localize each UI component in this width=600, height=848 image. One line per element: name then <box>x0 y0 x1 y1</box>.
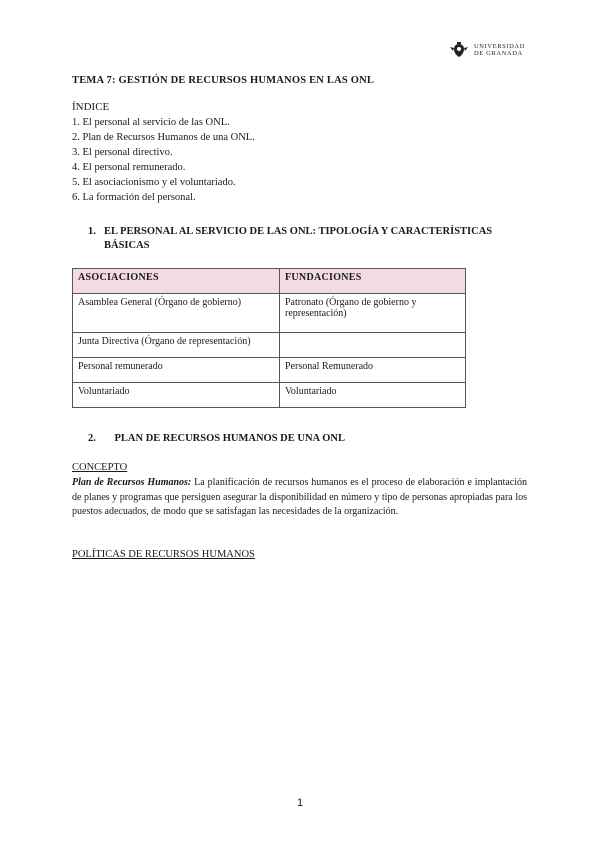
index-item: 2. Plan de Recursos Humanos de una ONL. <box>72 132 255 143</box>
index-heading: ÍNDICE <box>72 101 110 113</box>
section-1-title: EL PERSONAL AL SERVICIO DE LAS ONL: TIPOLOGÍA Y CARACTERÍSTICAS BÁSICAS <box>104 226 493 251</box>
section-2-number: 2. <box>88 433 96 444</box>
table-cell: Personal remunerado <box>73 358 280 383</box>
table-cell <box>280 333 466 358</box>
index-item: 6. La formación del personal. <box>72 192 196 203</box>
section-2-title: PLAN DE RECURSOS HUMANOS DE UNA ONL <box>114 433 345 444</box>
index-item: 1. El personal al servicio de las ONL. <box>72 117 230 128</box>
table-header-row <box>73 269 466 294</box>
concept-definition: La planificación de recursos humanos es el proceso de elaboración e implantación de planes y programas que persiguen asegurar la disponibilidad en número y tipo de personas apropiadas para los puestos adecuados, de modo que se satisfagan las necesidades de la organización. <box>72 477 527 517</box>
concept-term: Plan de Recursos Humanos: <box>72 477 192 488</box>
table-cell: Asamblea General (Órgano de gobierno) <box>73 294 280 333</box>
table-cell: Junta Directiva (Órgano de representación) <box>73 333 280 358</box>
section-1-heading <box>88 225 528 253</box>
table-cell: Voluntariado <box>73 383 280 408</box>
table-row <box>73 333 466 358</box>
index-item: 4. El personal remunerado. <box>72 162 186 173</box>
header-asociaciones: ASOCIACIONES <box>73 269 280 294</box>
table-cell: Voluntariado <box>280 383 466 408</box>
index-item: 3. El personal directivo. <box>72 147 173 158</box>
section-2-heading <box>88 433 345 444</box>
index-list <box>72 115 255 205</box>
university-logo <box>448 42 525 58</box>
header-fundaciones: FUNDACIONES <box>280 269 466 294</box>
table-row <box>73 383 466 408</box>
concept-paragraph <box>72 476 527 520</box>
logo-line-1: UNIVERSIDAD <box>474 43 526 50</box>
index-item: 5. El asociacionismo y el voluntariado. <box>72 177 236 188</box>
concept-heading: CONCEPTO <box>72 462 128 473</box>
table-cell: Personal Remunerado <box>280 358 466 383</box>
granada-crest-icon <box>448 42 470 58</box>
section-1-number: 1. <box>88 226 96 237</box>
table-row <box>73 294 466 333</box>
organization-comparison-table <box>72 268 466 408</box>
policies-heading: POLÍTICAS DE RECURSOS HUMANOS <box>72 549 255 560</box>
document-title: TEMA 7: GESTIÓN DE RECURSOS HUMANOS EN LAS ONL <box>72 75 375 86</box>
table-cell: Patronato (Órgano de gobierno y representación) <box>280 294 466 333</box>
table-row <box>73 358 466 383</box>
logo-line-2: DE GRANADA <box>474 50 523 57</box>
page-number: 1 <box>296 797 304 809</box>
